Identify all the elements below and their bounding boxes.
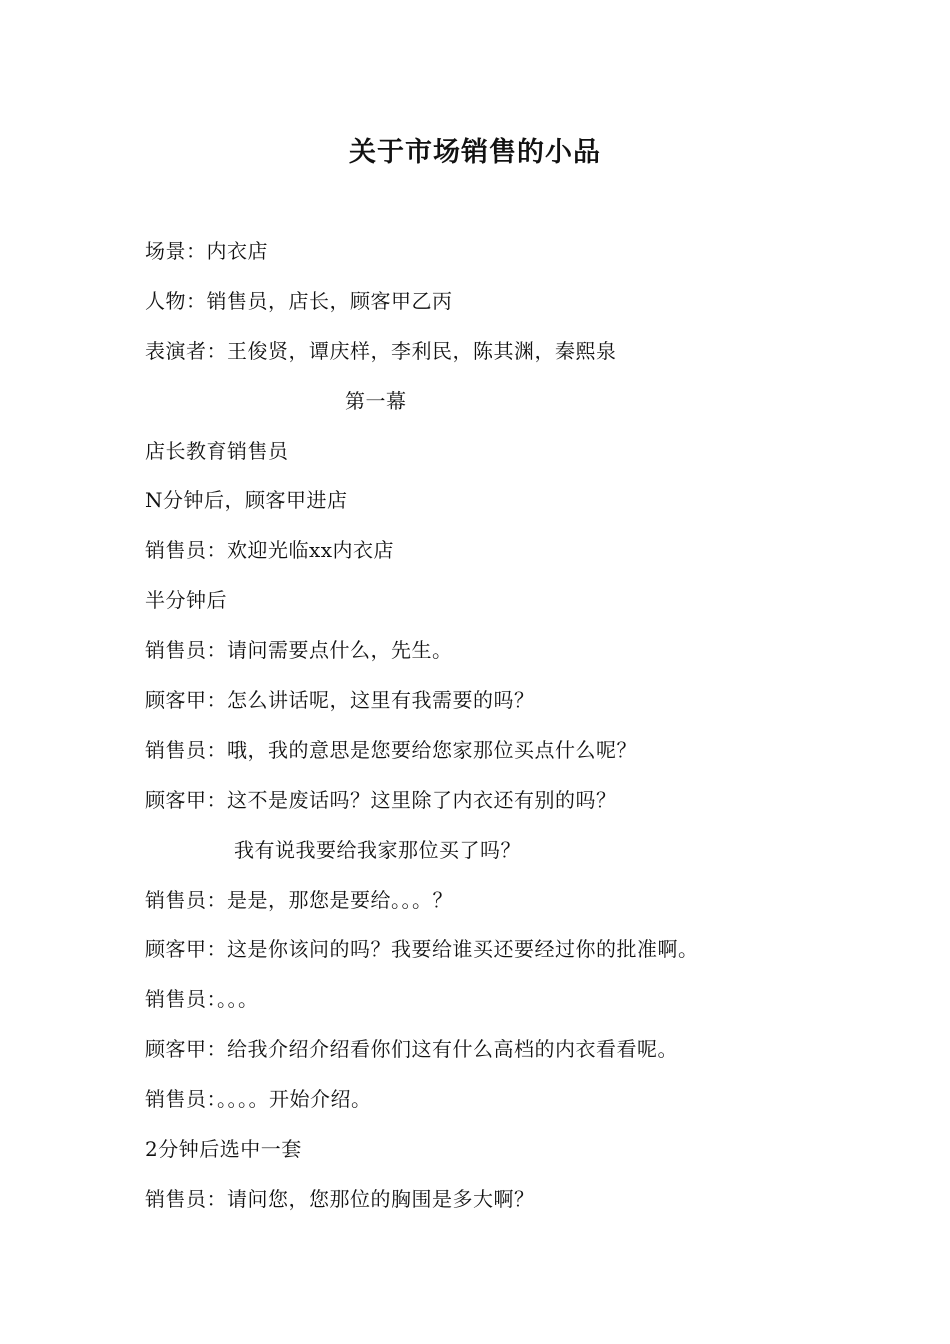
act-heading: 第一幕 (345, 388, 407, 413)
dialogue-line: 销售员：哦，我的意思是您要给您家那位买点什么呢？ (145, 737, 637, 762)
dialogue-line: 顾客甲：这是你该问的吗？我要给谁买还要经过你的批准啊。 (145, 937, 699, 962)
stage-direction: 半分钟后 (145, 588, 227, 613)
dialogue-line: 销售员：请问需要点什么，先生。 (145, 638, 453, 663)
characters-line: 人物：销售员，店长，顾客甲乙丙 (145, 288, 453, 313)
dialogue-continuation: 我有说我要给我家那位买了吗？ (234, 837, 521, 862)
dialogue-line: 销售员：。。。。开始介绍。 (145, 1087, 372, 1112)
dialogue-line: 销售员：。。。 (145, 987, 259, 1012)
dialogue-line: 销售员：是是，那您是要给。。。？ (145, 887, 453, 912)
dialogue-line: 顾客甲：给我介绍介绍看你们这有什么高档的内衣看看呢。 (145, 1037, 678, 1062)
document-title: 关于市场销售的小品 (349, 137, 601, 168)
performers-line: 表演者：王俊贤，谭庆样，李利民，陈其渊，秦熙泉 (145, 338, 617, 363)
dialogue-line: 顾客甲：怎么讲话呢，这里有我需要的吗？ (145, 688, 535, 713)
stage-direction: N分钟后，顾客甲进店 (145, 488, 348, 513)
dialogue-line: 销售员：请问您，您那位的胸围是多大啊？ (145, 1186, 535, 1211)
stage-direction: 2分钟后选中一套 (145, 1137, 302, 1162)
dialogue-line: 销售员：欢迎光临xx内衣店 (145, 538, 395, 563)
dialogue-line: 顾客甲：这不是废话吗？这里除了内衣还有别的吗？ (145, 787, 617, 812)
script-body (145, 232, 905, 1230)
scene-line: 场景：内衣店 (145, 239, 268, 263)
stage-direction: 店长教育销售员 (145, 438, 289, 463)
